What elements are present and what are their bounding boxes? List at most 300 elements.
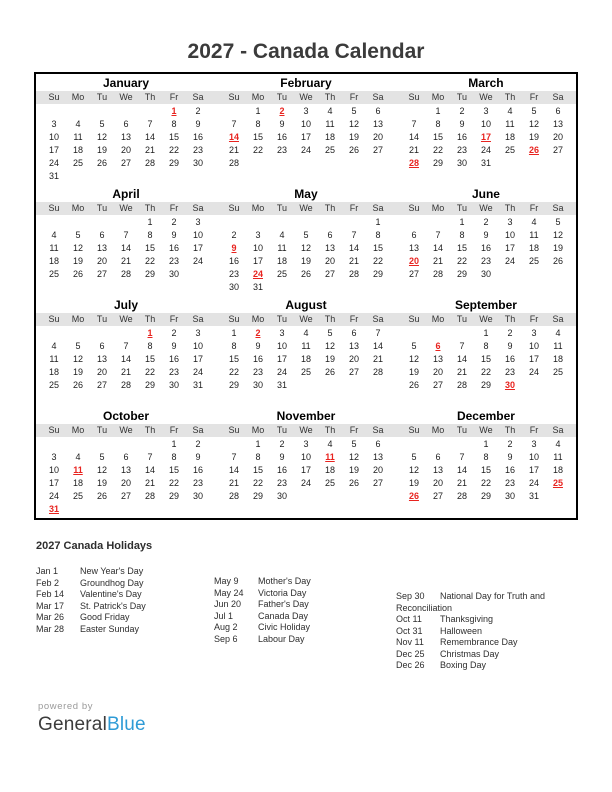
weekday-label: Su [48,425,60,435]
holiday-entry [214,634,396,646]
day-cell: 25 [552,366,563,377]
day-cell: 14 [120,242,131,253]
holiday-date-label: Aug 2 [214,622,238,632]
weekday-label: We [299,92,313,102]
week-row [396,104,576,117]
day-cell: 4 [531,216,537,227]
holiday-entry [396,591,580,614]
weekday-header-row [396,424,576,437]
day-cell: 31 [48,170,59,181]
day-cell: 9 [507,340,513,351]
day-cell: 15 [252,464,263,475]
holiday-date-label: Jan 1 [36,566,59,576]
day-cell: 12 [324,340,335,351]
day-cell: 10 [192,229,203,240]
holiday-column [396,591,580,672]
day-cell: 31 [252,281,263,292]
weekday-label: Mo [71,425,85,435]
week-row [216,280,396,293]
day-cell: 1 [147,216,153,227]
day-cell: 12 [348,118,359,129]
month-may [216,185,396,293]
day-cell: 12 [408,464,419,475]
month-april [36,185,216,280]
week-row [396,339,576,352]
day-cell: 4 [555,438,561,449]
day-cell: 29 [456,268,467,279]
day-cell: 1 [375,216,381,227]
week-row [36,476,216,489]
day-cell: 20 [432,477,443,488]
day-cell: 26 [96,490,107,501]
month-title: January [102,76,149,90]
month-title: April [112,187,140,201]
day-cell: 5 [411,451,417,462]
day-cell: 28 [456,379,467,390]
day-cell: 27 [432,379,443,390]
day-cell: 9 [507,451,513,462]
holiday-date: 9 [231,242,237,253]
day-cell: 14 [144,464,155,475]
weekday-label: Th [324,203,336,213]
day-cell: 16 [228,255,239,266]
week-row [36,437,216,450]
day-cell: 30 [504,490,515,501]
day-cell: 12 [528,118,539,129]
holiday-name: Canada Day [258,610,309,621]
day-cell: 1 [435,105,441,116]
weekday-label: Su [408,203,420,213]
weekday-label: We [299,425,313,435]
day-cell: 8 [171,118,177,129]
week-row [216,254,396,267]
month-december [396,407,576,502]
holiday-name: Thanksgiving [440,614,494,624]
day-cell: 15 [456,242,467,253]
day-cell: 29 [372,268,383,279]
holidays-section [36,540,584,672]
week-row [396,156,576,169]
holiday-name: Mother's Day [258,576,311,586]
week-row [216,476,396,489]
weekday-label: Sa [552,92,564,102]
week-row [36,228,216,241]
day-cell: 24 [48,490,59,501]
day-cell: 23 [192,477,203,488]
day-cell: 19 [408,366,419,377]
month-title: August [285,298,327,312]
weekday-label: Sa [192,203,204,213]
day-cell: 27 [348,366,359,377]
day-cell: 11 [73,131,83,142]
week-row [36,378,216,391]
day-cell: 23 [504,366,515,377]
day-cell: 8 [171,451,177,462]
day-cell: 1 [231,327,237,338]
day-cell: 6 [99,229,105,240]
day-cell: 23 [192,144,203,155]
day-cell: 28 [144,490,155,501]
day-cell: 10 [48,464,59,475]
day-cell: 2 [483,216,489,227]
holiday-name: Valentine's Day [80,589,142,599]
month-row [36,296,576,407]
day-cell: 2 [171,327,177,338]
weekday-label: Fr [349,203,359,213]
day-cell: 20 [96,366,107,377]
weekday-header-row [216,202,396,215]
week-row [396,215,576,228]
weekday-label: Tu [96,425,108,435]
day-cell: 7 [231,451,237,462]
day-cell: 18 [48,255,59,266]
holiday-name: Victoria Day [258,587,307,598]
day-cell: 21 [456,366,467,377]
day-cell: 5 [351,438,357,449]
day-cell: 22 [144,255,155,266]
day-cell: 7 [351,229,357,240]
day-cell: 28 [456,490,467,501]
day-cell: 10 [276,340,287,351]
day-cell: 12 [96,464,107,475]
week-row [216,339,396,352]
day-cell: 25 [72,490,83,501]
day-cell: 20 [96,255,107,266]
weekday-label: Mo [251,92,265,102]
weekday-label: Th [324,92,336,102]
day-cell: 14 [372,340,383,351]
day-cell: 17 [276,353,287,364]
day-cell: 11 [277,242,287,253]
day-cell: 21 [120,255,131,266]
day-cell: 22 [252,144,263,155]
day-cell: 5 [99,118,105,129]
day-cell: 30 [192,490,203,501]
month-february [216,74,396,169]
day-cell: 2 [171,216,177,227]
day-cell: 18 [48,366,59,377]
week-row [216,215,396,228]
weekday-label: Su [408,314,420,324]
week-row [216,489,396,502]
holiday-date: 1 [171,105,177,116]
day-cell: 14 [228,464,239,475]
day-cell: 22 [480,477,491,488]
holiday-name: Christmas Day [440,648,500,659]
week-row [396,143,576,156]
day-cell: 26 [348,477,359,488]
day-cell: 26 [72,379,83,390]
month-title: October [102,409,149,423]
day-cell: 24 [192,255,203,266]
day-cell: 6 [99,340,105,351]
holiday-date-label: Feb 14 [36,589,65,599]
day-cell: 27 [120,157,131,168]
day-cell: 14 [432,242,443,253]
day-cell: 1 [483,438,489,449]
week-row [216,326,396,339]
day-cell: 16 [192,131,203,142]
day-cell: 7 [459,451,465,462]
day-cell: 4 [555,327,561,338]
weekday-header-row [396,91,576,104]
week-row [396,326,576,339]
holiday-entry [36,624,214,636]
week-row [216,156,396,169]
day-cell: 1 [255,105,261,116]
day-cell: 16 [168,242,179,253]
holiday-date: 2 [255,327,261,338]
weekday-label: Sa [552,425,564,435]
day-cell: 13 [372,451,383,462]
holiday-date-label: Sep 30 [396,591,425,601]
week-row [36,352,216,365]
day-cell: 18 [72,144,83,155]
day-cell: 7 [147,118,153,129]
day-cell: 14 [408,131,419,142]
day-cell: 4 [327,438,333,449]
week-row [396,489,576,502]
weekday-label: Th [324,314,336,324]
day-cell: 13 [408,242,419,253]
week-row [216,352,396,365]
day-cell: 9 [459,118,465,129]
weekday-label: Tu [96,314,108,324]
weekday-label: Th [504,203,516,213]
day-cell: 18 [300,353,311,364]
day-cell: 6 [123,451,129,462]
day-cell: 9 [195,118,201,129]
day-cell: 8 [231,340,237,351]
brand-blue: Blue [107,714,146,735]
week-row [216,437,396,450]
weekday-label: Sa [372,203,384,213]
day-cell: 5 [75,340,81,351]
holiday-entry [36,589,214,601]
month-row [36,74,576,185]
month-title: February [280,76,332,90]
day-cell: 17 [300,131,311,142]
day-cell: 5 [351,105,357,116]
day-cell: 23 [228,268,239,279]
weekday-label: Tu [456,92,468,102]
day-cell: 30 [480,268,491,279]
day-cell: 16 [192,464,203,475]
day-cell: 6 [351,327,357,338]
weekday-label: Su [48,92,60,102]
day-cell: 21 [120,366,131,377]
day-cell: 10 [504,229,515,240]
day-cell: 2 [507,438,513,449]
month-title: July [113,298,138,312]
weekday-label: Th [144,314,156,324]
weekday-header-row [396,313,576,326]
day-cell: 13 [96,353,107,364]
weekday-header-row [216,91,396,104]
holiday-name: New Year's Day [80,566,144,576]
day-cell: 17 [300,464,311,475]
day-cell: 27 [372,144,383,155]
holiday-date-label: Oct 31 [396,625,423,636]
day-cell: 8 [255,118,261,129]
day-cell: 3 [195,327,201,338]
day-cell: 13 [552,118,563,129]
day-cell: 11 [505,118,515,129]
holiday-date-label: Dec 25 [396,648,425,659]
weekday-label: We [299,203,313,213]
day-cell: 25 [276,268,287,279]
day-cell: 30 [456,157,467,168]
day-cell: 15 [432,131,443,142]
day-cell: 16 [168,353,179,364]
month-title: June [471,187,500,201]
holiday-date-label: Nov 11 [396,637,424,647]
day-cell: 28 [120,379,131,390]
day-cell: 5 [75,229,81,240]
week-row [36,117,216,130]
weekday-label: We [119,314,133,324]
weekday-label: Fr [349,92,359,102]
day-cell: 24 [48,157,59,168]
day-cell: 3 [531,327,537,338]
day-cell: 7 [147,451,153,462]
day-cell: 15 [252,131,263,142]
day-cell: 25 [48,268,59,279]
holiday-date-label: Mar 28 [36,623,65,634]
month-title: March [468,76,504,90]
weekday-label: We [119,92,133,102]
weekday-label: We [479,425,493,435]
day-cell: 19 [300,255,311,266]
day-cell: 3 [51,451,57,462]
weekday-label: Sa [552,203,564,213]
day-cell: 22 [168,144,179,155]
day-cell: 31 [192,379,203,390]
day-cell: 12 [300,242,311,253]
day-cell: 6 [327,229,333,240]
day-cell: 22 [480,366,491,377]
month-march [396,74,576,169]
weekday-label: Su [228,203,240,213]
day-cell: 23 [504,477,515,488]
weekday-label: Mo [71,314,85,324]
day-cell: 22 [168,477,179,488]
weekday-label: Sa [192,92,204,102]
day-cell: 25 [324,144,335,155]
week-row [36,104,216,117]
week-row [396,267,576,280]
holiday-name: Civic Holiday [258,622,311,632]
day-cell: 16 [480,242,491,253]
day-cell: 18 [324,131,335,142]
day-cell: 24 [276,366,287,377]
holiday-date: 20 [408,255,419,266]
day-cell: 1 [459,216,465,227]
day-cell: 20 [432,366,443,377]
day-cell: 13 [96,242,107,253]
day-cell: 6 [411,229,417,240]
day-cell: 23 [456,144,467,155]
holiday-date-label: Feb 2 [36,577,60,588]
holiday-name: Halloween [440,625,483,636]
day-cell: 24 [528,366,539,377]
day-cell: 26 [324,366,335,377]
holiday-entry [36,566,214,578]
day-cell: 12 [408,353,419,364]
day-cell: 15 [372,242,383,253]
day-cell: 9 [279,451,285,462]
holiday-date: 2 [279,105,285,116]
day-cell: 28 [432,268,443,279]
holiday-date: 11 [325,451,335,462]
day-cell: 10 [528,451,539,462]
holiday-date-label: Mar 17 [36,600,65,611]
day-cell: 3 [255,229,261,240]
holiday-entry [396,637,580,649]
day-cell: 11 [49,242,59,253]
day-cell: 10 [252,242,263,253]
holiday-date: 26 [528,144,539,155]
week-row [396,476,576,489]
day-cell: 3 [195,216,201,227]
day-cell: 6 [375,438,381,449]
weekday-label: Tu [276,203,288,213]
day-cell: 2 [507,327,513,338]
weekday-label: Th [144,203,156,213]
weekday-label: Su [228,92,240,102]
holiday-name: St. Patrick's Day [80,600,146,611]
holiday-name: Labour Day [258,633,305,644]
day-cell: 28 [144,157,155,168]
day-cell: 13 [120,464,131,475]
day-cell: 11 [553,451,563,462]
weekday-label: Fr [169,314,179,324]
weekday-label: Fr [529,203,539,213]
day-cell: 30 [252,379,263,390]
weekday-label: Tu [276,425,288,435]
week-row [36,254,216,267]
generalblue-logo [38,714,146,736]
day-cell: 2 [195,438,201,449]
day-cell: 27 [324,268,335,279]
day-cell: 10 [528,340,539,351]
day-cell: 8 [483,451,489,462]
weekday-label: Fr [349,425,359,435]
day-cell: 20 [552,131,563,142]
month-august [216,296,396,391]
weekday-label: Th [144,92,156,102]
day-cell: 9 [483,229,489,240]
day-cell: 26 [552,255,563,266]
day-cell: 16 [276,464,287,475]
day-cell: 4 [75,451,81,462]
day-cell: 23 [252,366,263,377]
day-cell: 17 [504,242,515,253]
weekday-label: We [479,203,493,213]
day-cell: 2 [195,105,201,116]
week-row [36,267,216,280]
day-cell: 18 [504,131,515,142]
day-cell: 13 [348,340,359,351]
day-cell: 27 [96,379,107,390]
day-cell: 21 [144,477,155,488]
holiday-date: 11 [73,464,83,475]
holiday-date-label: Jun 20 [214,599,242,609]
day-cell: 27 [432,490,443,501]
day-cell: 5 [555,216,561,227]
week-row [396,254,576,267]
day-cell: 9 [171,229,177,240]
